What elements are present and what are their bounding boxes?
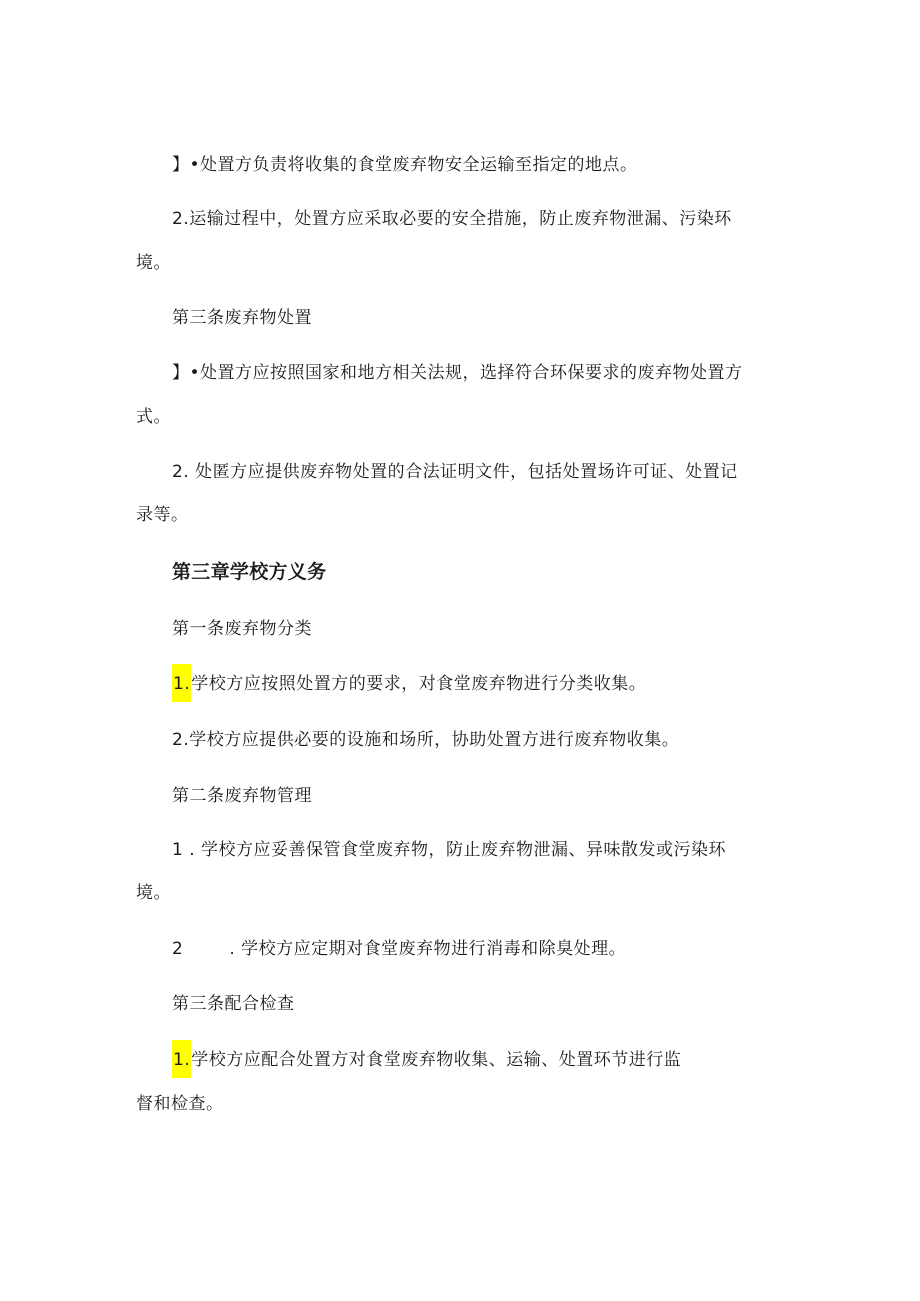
paragraph-classification-item-1 (172, 672, 646, 702)
article-title-classification: 第一条废弃物分类 (172, 619, 312, 639)
paragraph-inspection-item-1-cont: 督和检查。 (136, 1094, 224, 1114)
highlighted-number: 1. (172, 664, 191, 702)
paragraph-disposal-item-2: 2. 处匿方应提供废弃物处置的合法证明文件，包括处置场许可证、处置记 (172, 462, 738, 482)
paragraph-text: . 学校方应定期对食堂废弃物进行消毒和除臭处理。 (229, 939, 627, 959)
chapter-title: 第三章学校方义务 (172, 561, 327, 583)
paragraph-classification-item-2: 2.学校方应提供必要的设施和场所，协助处置方进行废弃物收集。 (172, 730, 680, 750)
paragraph-transport-item-2-cont: 境。 (136, 253, 171, 273)
paragraph-inspection-item-1 (172, 1048, 681, 1078)
highlighted-number: 1. (172, 1040, 191, 1078)
paragraph-text: 学校方应配合处置方对食堂废弃物收集、运输、处置环节进行监 (191, 1050, 682, 1070)
paragraph-disposal-item-1-cont: 式。 (136, 407, 171, 427)
paragraph-transport-item-1: 】•处置方负责将收集的食堂废弃物安全运输至指定的地点。 (172, 155, 638, 175)
paragraph-management-item-2 (172, 937, 626, 961)
paragraph-management-item-1: 1 . 学校方应妥善保管食堂废弃物，防止废弃物泄漏、异味散发或污染环 (172, 840, 727, 860)
paragraph-text: 学校方应按照处置方的要求，对食堂废弃物进行分类收集。 (191, 674, 647, 694)
paragraph-disposal-item-2-cont: 录等。 (136, 505, 189, 525)
article-title-disposal: 第三条废弃物处置 (172, 308, 312, 328)
paragraph-management-item-1-cont: 境。 (136, 883, 171, 903)
article-title-inspection: 第三条配合检查 (172, 994, 295, 1014)
paragraph-disposal-item-1: 】•处置方应按照国家和地方相关法规，选择符合环保要求的废弃物处置方 (172, 363, 743, 383)
article-title-management: 第二条废弃物管理 (172, 786, 312, 806)
list-number: 2 (172, 939, 184, 959)
paragraph-transport-item-2: 2.运输过程中，处置方应采取必要的安全措施，防止废弃物泄漏、污染环 (172, 209, 732, 229)
